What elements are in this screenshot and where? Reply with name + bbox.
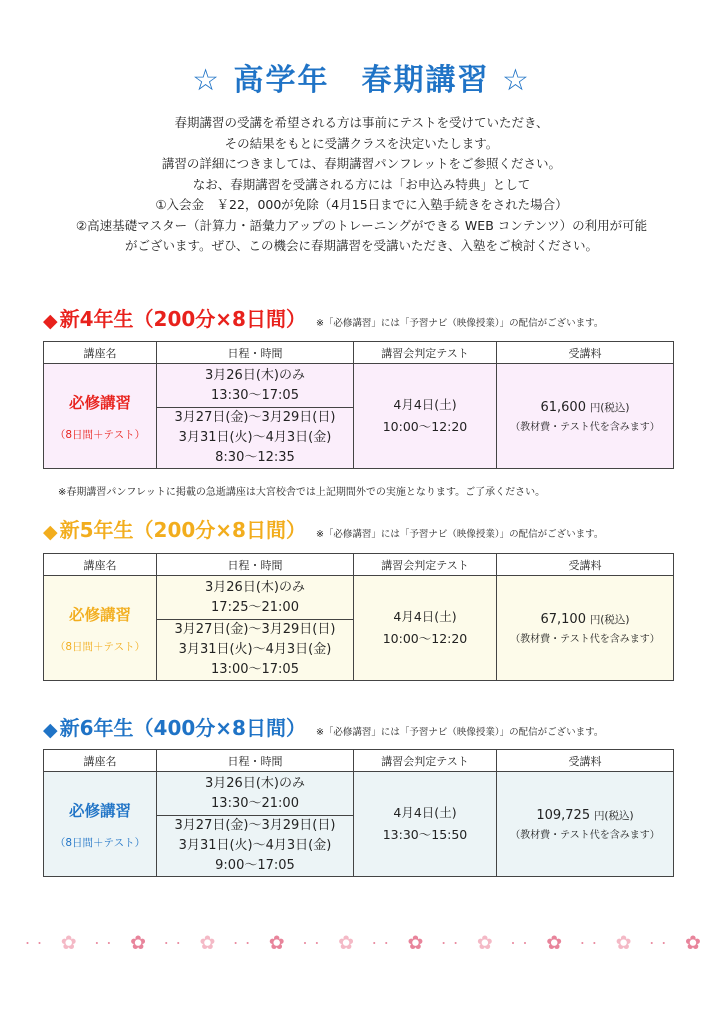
diamond-icon: ◆ xyxy=(43,521,58,543)
section-heading-grade5 xyxy=(43,513,703,543)
sakura-flower-icon: ✿ xyxy=(60,931,77,954)
course-table-grade5 xyxy=(43,553,674,681)
header-test: 講習会判定テスト xyxy=(354,554,497,576)
course-sub: （8日間＋テスト） xyxy=(54,428,146,441)
sakura-flower-icon: ✿ xyxy=(407,931,424,954)
sakura-flower-icon: ✿ xyxy=(338,931,355,954)
schedule-line: 13:00～17:05 xyxy=(211,662,299,677)
diamond-icon: ◆ xyxy=(43,719,58,741)
sakura-flower-icon: ✿ xyxy=(268,931,285,954)
section-heading-grade4 xyxy=(43,302,703,332)
grade-title: 新6年生（400分×8日間） xyxy=(59,716,306,740)
course-sub: （8日間＋テスト） xyxy=(54,836,146,849)
dot-ornament: ・・ xyxy=(299,937,324,950)
header-course: 講座名 xyxy=(44,554,157,576)
header-course: 講座名 xyxy=(44,750,157,772)
fee-note: （教材費・テスト代を含みます） xyxy=(510,421,660,433)
schedule-cell-a xyxy=(157,772,354,816)
fee-amount: 67,100 xyxy=(540,611,586,627)
header-course: 講座名 xyxy=(44,342,157,364)
course-table-grade4 xyxy=(43,341,674,469)
flower-border xyxy=(22,930,701,956)
test-time: 10:00～12:20 xyxy=(382,419,468,434)
header-fee: 受講料 xyxy=(497,342,674,364)
fee-unit: 円(税込) xyxy=(589,401,630,414)
schedule-cell-b xyxy=(157,816,354,877)
intro-line: 春期講習の受講を希望される方は事前にテストを受けていただき、 xyxy=(174,115,549,130)
test-time: 13:30～15:50 xyxy=(382,827,468,842)
course-table-grade6 xyxy=(43,749,674,877)
grade-title: 新5年生（200分×8日間） xyxy=(59,518,306,542)
fee-cell xyxy=(497,772,674,877)
intro-line: その結果をもとに受講クラスを決定いたします。 xyxy=(224,135,499,151)
sakura-flower-icon: ✿ xyxy=(130,931,146,954)
header-fee: 受講料 xyxy=(497,750,674,772)
intro-line: 講習の詳細につきましては、春期講習パンフレットをご参照ください。 xyxy=(161,156,562,171)
course-cell xyxy=(44,576,157,681)
grade-title: 新4年生（200分×8日間） xyxy=(59,307,306,331)
schedule-line: 3月27日(金)～3月29日(日) xyxy=(174,622,336,637)
schedule-line: 3月31日(火)～4月3日(金) xyxy=(178,642,332,657)
fee-amount: 61,600 xyxy=(540,399,586,415)
test-date: 4月4日(土) xyxy=(393,397,457,412)
header-test: 講習会判定テスト xyxy=(354,750,497,772)
schedule-line: 13:30～21:00 xyxy=(211,795,299,811)
dot-ornament: ・・ xyxy=(368,937,393,950)
intro-text xyxy=(0,113,723,257)
schedule-line: 3月27日(金)～3月29日(日) xyxy=(174,818,336,833)
sakura-flower-icon: ✿ xyxy=(476,931,493,954)
schedule-cell-b xyxy=(157,408,354,469)
sakura-flower-icon: ✿ xyxy=(684,931,701,954)
dot-ornament: ・・ xyxy=(91,937,116,950)
schedule-line: 3月31日(火)～4月3日(金) xyxy=(178,430,332,445)
dot-ornament: ・・ xyxy=(576,937,601,950)
course-name: 必修講習 xyxy=(68,393,131,412)
course-cell xyxy=(44,364,157,469)
schedule-line: 9:00～17:05 xyxy=(215,858,295,873)
schedule-line: 8:30～12:35 xyxy=(215,450,295,465)
test-cell xyxy=(354,772,497,877)
diamond-icon: ◆ xyxy=(43,310,58,332)
dot-ornament: ・・ xyxy=(160,937,185,950)
header-schedule: 日程・時間 xyxy=(157,554,354,576)
distribution-note: ※「必修講習」には「予習ナビ（映像授業）」の配信がございます。 xyxy=(315,529,604,540)
course-sub: （8日間＋テスト） xyxy=(54,640,146,653)
dot-ornament: ・・ xyxy=(646,937,671,950)
dot-ornament: ・・ xyxy=(230,937,255,950)
intro-line: ②高速基礎マスター（計算力・語彙力アップのトレーニングができる WEB コンテンツ）の利用が可能 xyxy=(75,217,648,233)
fee-note: （教材費・テスト代を含みます） xyxy=(510,633,660,645)
distribution-note: ※「必修講習」には「予習ナビ（映像授業）」の配信がございます。 xyxy=(315,318,604,329)
schedule-line: 3月27日(金)～3月29日(日) xyxy=(174,410,336,425)
test-date: 4月4日(土) xyxy=(393,609,457,624)
fee-amount: 109,725 xyxy=(536,807,591,823)
course-name: 必修講習 xyxy=(68,801,131,820)
page-title: ☆ 高学年 春期講習 ☆ xyxy=(192,63,531,98)
distribution-note: ※「必修講習」には「予習ナビ（映像授業）」の配信がございます。 xyxy=(315,727,604,738)
fee-unit: 円(税込) xyxy=(593,809,634,822)
schedule-line: 3月26日(木)のみ xyxy=(205,775,305,791)
sakura-flower-icon: ✿ xyxy=(615,931,632,954)
section-heading-grade6 xyxy=(43,711,703,741)
schedule-line: 13:30～17:05 xyxy=(211,387,299,403)
header-schedule: 日程・時間 xyxy=(157,342,354,364)
schedule-cell-a xyxy=(157,364,354,408)
intro-line: なお、春期講習を受講される方には「お申込み特典」として xyxy=(192,176,531,192)
header-fee: 受講料 xyxy=(497,554,674,576)
dot-ornament: ・・ xyxy=(438,937,463,950)
test-time: 10:00～12:20 xyxy=(382,631,468,646)
header-schedule: 日程・時間 xyxy=(157,750,354,772)
schedule-line: 3月31日(火)～4月3日(金) xyxy=(178,838,332,853)
schedule-line: 3月26日(木)のみ xyxy=(205,579,305,595)
fee-unit: 円(税込) xyxy=(589,613,630,626)
dot-ornament: ・・ xyxy=(507,937,532,950)
schedule-line: 3月26日(木)のみ xyxy=(205,367,305,383)
sakura-flower-icon: ✿ xyxy=(546,931,563,954)
intro-line: がございます。ぜひ、この機会に春期講習を受講いただき、入塾をご検討ください。 xyxy=(124,238,598,253)
header-test: 講習会判定テスト xyxy=(354,342,497,364)
fee-cell xyxy=(497,576,674,681)
schedule-line: 17:25～21:00 xyxy=(211,599,299,615)
test-cell xyxy=(354,576,497,681)
sakura-flower-icon: ✿ xyxy=(199,931,216,954)
fee-cell xyxy=(497,364,674,469)
schedule-cell-b xyxy=(157,620,354,681)
course-name: 必修講習 xyxy=(68,605,131,624)
course-cell xyxy=(44,772,157,877)
test-cell xyxy=(354,364,497,469)
fee-note: （教材費・テスト代を含みます） xyxy=(510,829,660,841)
schedule-cell-a xyxy=(157,576,354,620)
dot-ornament: ・・ xyxy=(22,937,46,950)
intro-line: ①入会金 ￥22，000が免除（4月15日までに入塾手続きをされた場合） xyxy=(155,197,568,212)
test-date: 4月4日(土) xyxy=(393,805,457,820)
footnote: ※春期講習パンフレットに掲載の急逝講座は大宮校舎では上記期間外での実施となります。ご了承ください。 xyxy=(58,487,546,498)
